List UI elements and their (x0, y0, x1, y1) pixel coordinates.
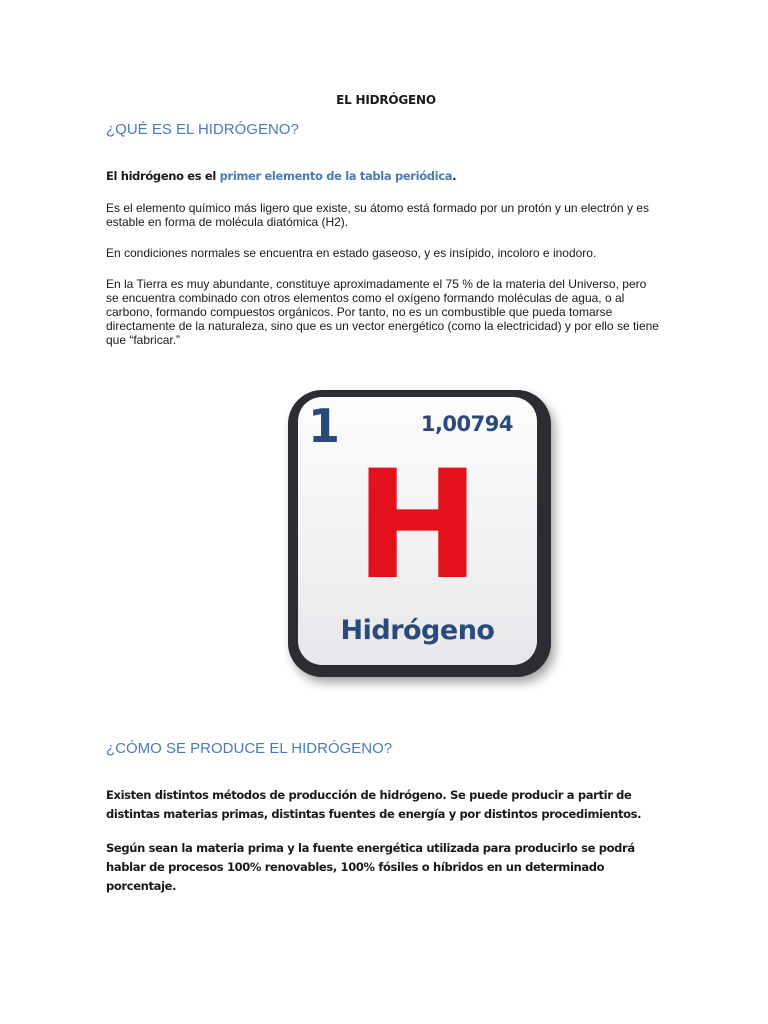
intro-suffix: . (452, 169, 457, 183)
periodic-table-link[interactable]: primer elemento de la tabla periódica (219, 169, 453, 183)
paragraph-abundance: En la Tierra es muy abundante, constituye aproximadamente el 75 % de la materia del Universo, pero se encuentra combinado con otros elementos como el oxígeno formando moléculas de agua, o al carbono, formando compuestos orgánicos. Por tanto, no es un combustible que pueda tomarse directamente de la naturaleza, sino que es un vector energético (como la electricidad) y por ello se tiene que “fabricar.” (106, 277, 659, 347)
element-name: Hidrógeno (340, 615, 495, 646)
element-symbol: H (354, 439, 481, 613)
paragraph-renewable-fossil: Según sean la materia prima y la fuente energética utilizada para producirlo se podrá hablar de procesos 100% renovables, 100% fósiles o híbridos en un determinado porcentaje. (106, 841, 635, 893)
section-heading-how-produced: ¿CÓMO SE PRODUCE EL HIDRÓGENO? (106, 740, 393, 757)
atomic-number: 1 (308, 399, 341, 453)
document-title: EL HIDRÓGENO (336, 93, 436, 107)
paragraph-gaseous-state: En condiciones normales se encuentra en estado gaseoso, y es insípido, incoloro e inodoro. (106, 246, 597, 260)
paragraph-lightest-element: Es el elemento químico más ligero que existe, su átomo está formado por un protón y un electrón y es estable en forma de molécula diatómica (H2). (106, 201, 649, 229)
section-heading-what-is: ¿QUÉ ES EL HIDRÓGENO? (106, 121, 299, 138)
atomic-mass: 1,00794 (420, 412, 513, 436)
intro-prefix: El hidrógeno es el (106, 169, 220, 183)
hydrogen-element-tile (298, 397, 537, 665)
intro-paragraph (106, 167, 662, 186)
paragraph-production-methods: Existen distintos métodos de producción de hidrógeno. Se puede producir a partir de distintas materias primas, distintas fuentes de energía y por distintos procedimientos. (106, 788, 642, 821)
